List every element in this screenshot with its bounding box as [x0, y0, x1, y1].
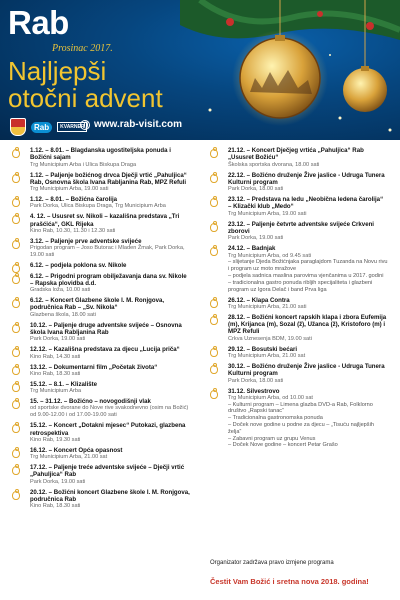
right-event-column — [210, 147, 388, 452]
event-venue: Trg Municipium Arba, 19.00 sati — [228, 210, 307, 217]
event-title: 4. 12. – Ususret sv. Nikoli – kazališna predstava „Tri prašćića“, GKL Rijeka — [30, 213, 180, 228]
event-title: 23.12. – Paljenje četvrte adventske svijeće Crkveni zborovi — [228, 220, 375, 236]
ornament-bullet-icon — [12, 275, 20, 284]
event-venue: Trg Municipium Arba i Ulica Biskupa Draga — [30, 161, 137, 168]
event-item — [12, 364, 190, 378]
event-title: 13.12. – Dokumentarni film „Početak života“ — [30, 363, 158, 371]
event-item — [12, 464, 190, 485]
event-venue: Park Dorka, 19.00 sati — [30, 478, 86, 485]
event-venue: Kino Rab, 10.30, 11.30 i 12.30 sati — [30, 228, 116, 235]
event-venue: Školska sportska dvorana, 18.00 sati — [228, 161, 320, 168]
event-item — [12, 196, 190, 210]
left-event-column — [12, 147, 190, 513]
sponsor-logos — [10, 118, 87, 136]
event-item — [12, 262, 190, 269]
event-venue: Kino Rab, 18.30 sati — [30, 503, 81, 510]
event-venue: Kino Rab, 19.30 sati — [30, 436, 81, 443]
event-title: 28.12. – Božićni koncert rapskih klapa i zbora Eufemija (m), Krijanca (m), Sozal (ž), Užanca (ž), Kristoforo (m) i MPZ Refuli — [228, 313, 387, 336]
event-item — [12, 172, 190, 193]
event-item — [12, 398, 190, 419]
event-item — [210, 196, 388, 217]
headline-line-1: Najljepši — [8, 56, 107, 86]
event-venue: Prigodan program – Joso Butorac i Mladen Žmak, Park Dorka, 19.00 sati — [30, 245, 185, 259]
event-item — [12, 297, 190, 318]
event-title: 6.12. – Prigodni program obilježavanja dana sv. Nikole – Rapska plovidba d.d. — [30, 272, 187, 287]
event-venue: Trg Municipium Arba, 21.00 sat — [228, 353, 306, 360]
event-venue: Park Dorka, 18.00 sati — [228, 186, 284, 193]
event-venue: Glazbena škola, 18.00 sati — [30, 311, 96, 318]
ornament-bullet-icon — [210, 365, 218, 374]
event-detail: – Doček nove godine u podne za djecu – „Tisuću najljepših želja“ — [228, 422, 374, 435]
event-detail: – podjela sadnica maslina parovima vjenčanima u 2017. godini — [228, 273, 384, 279]
event-detail: – Kulturni program – Limena glazba DVD-a Rab, Folklorno društvo „Rapski tanac“ — [228, 401, 373, 415]
event-venue: Park Dorka, Ulica Biskupa Draga, Trg Municipium Arba — [30, 203, 166, 210]
event-item — [12, 322, 190, 343]
event-title: 21.12. – Koncert Dječjeg vrtića „Pahuljica“ Rab „Ususret Božiću“ — [228, 147, 364, 162]
event-title: 24.12. – Badnjak — [228, 245, 276, 253]
event-title: 1.12. – 8.01. – Blagdanska ugostiteljska ponuda i Božićni sajam — [30, 147, 171, 162]
event-title: 29.12. – Bosutski bećari — [228, 345, 298, 353]
event-venue: Kino Rab, 14.30 sati — [30, 353, 81, 360]
ornament-bullet-icon — [210, 223, 218, 232]
event-item — [12, 447, 190, 461]
headline — [8, 58, 163, 112]
ornament-bullet-icon — [210, 149, 218, 158]
event-title: 1.12. – 8.01. – Božićna čarolija — [30, 196, 118, 204]
ornament-bullet-icon — [12, 149, 20, 158]
ornament-bullet-icon — [12, 240, 20, 249]
ornament-bullet-icon — [12, 466, 20, 475]
event-item — [12, 273, 190, 294]
ornament-bullet-icon — [210, 390, 218, 399]
event-item — [12, 213, 190, 234]
event-venue: Park Dorka, 19.00 sati — [30, 336, 86, 343]
event-venue: Trg Municipium Arba, 19.00 sati — [30, 186, 109, 193]
event-item — [210, 314, 388, 343]
event-item — [12, 489, 190, 510]
event-detail: – tradicionalna gastro ponuda ribljih specijaliteta i glazbeni program uz Igora Delač i band Prva liga — [228, 279, 373, 293]
globe-icon — [80, 120, 90, 130]
event-item — [210, 245, 388, 293]
ornament-bullet-icon — [210, 316, 218, 325]
ornament-bullet-icon — [12, 324, 20, 333]
event-venue: Park Dorka, 18.00 sati — [228, 377, 284, 384]
event-venue: Trg Municipium Arba, od 10.00 sat — [228, 394, 313, 401]
ornament-bullet-icon — [210, 348, 218, 357]
event-venue: Trg Municipium Arba, 21.00 sati — [228, 303, 307, 310]
event-item — [210, 221, 388, 242]
event-title: 12.12. – Kazališna predstava za djecu „Lucija priča“ — [30, 346, 180, 354]
ornament-bullet-icon — [210, 174, 218, 183]
event-title: 20.12. – Božićni koncert Glazbene škole I. M. Ronjgova, područnica Rab — [30, 488, 190, 503]
event-venue: Gradska loža, 10.00 sati — [30, 287, 91, 294]
event-venue: Trg Municipium Arba, od 9.45 sati — [228, 252, 312, 259]
event-title: 17.12. – Paljenje treće adventske svijeće – Dječji vrtić „Pahuljica“ Rab — [30, 464, 185, 479]
event-item — [12, 238, 190, 259]
kvarner-logo: KVARNER — [57, 122, 87, 132]
event-item — [210, 172, 388, 193]
event-title: 30.12. – Božićno druženje Žive jaslice - Udruga Tunera Kulturni program — [228, 363, 385, 378]
event-item — [210, 346, 388, 360]
event-detail: – Tradicionalna gastronomska ponuda — [228, 415, 323, 422]
page-title: Rab — [8, 4, 69, 41]
event-detail: – Doček Nove godine – koncert Petar Grašo — [228, 442, 338, 449]
event-item — [210, 388, 388, 450]
website-link[interactable] — [80, 119, 182, 130]
event-venue: Trg Municipium Arba — [30, 388, 82, 395]
event-title: 15. – 31.12. – Božićno – novogodišnji vlak — [30, 398, 151, 406]
event-venue: Trg Municipium Arba, 21.00 sat — [30, 454, 108, 461]
event-venue: od sportske dvorane do Nove rive svakodnevno (osim na Božić) od 9.00-12.00 i od 17.00-19.00 sati — [30, 405, 189, 419]
event-item — [12, 346, 190, 360]
ornament-bullet-icon — [12, 383, 20, 392]
event-title: 15.12. – 8.1. – Klizalište — [30, 380, 98, 388]
ornament-bullet-icon — [12, 198, 20, 207]
event-item — [210, 147, 388, 168]
event-title: 15.12. – Koncert „Dotakni mjesec“ Putokazi, glazbena retrospektiva — [30, 422, 186, 437]
event-item — [210, 297, 388, 311]
event-venue: Kino Rab, 18.30 sati — [30, 370, 81, 377]
ornament-bullet-icon — [12, 366, 20, 375]
event-detail: – Zabavni program uz grupu Venus — [228, 435, 316, 442]
header-subtitle: Prosinac 2017. — [52, 43, 113, 54]
ornament-bullet-icon — [12, 299, 20, 308]
event-title: 3.12. – Paljenje prve adventske svijeće — [30, 238, 142, 246]
ornament-bullet-icon — [12, 491, 20, 500]
ornament-bullet-icon — [12, 174, 20, 183]
rab-logo: Rab — [31, 122, 52, 133]
event-title: 1.12. – Paljenje božićnog drvca Dječji vrtić „Pahuljica“ Rab, Osnovna škola Ivana Rabljanina Rab, MPZ Refuli — [30, 171, 187, 186]
ornament-bullet-icon — [12, 400, 20, 409]
event-title: 23.12. – Predstava na ledu „Neobična ledena čarolija“ – Klizački klub „Medo“ — [228, 196, 384, 211]
ornament-bullet-icon — [210, 198, 218, 207]
event-title: 26.12. – Klapa Contra — [228, 296, 290, 304]
ornament-bullet-icon — [210, 247, 218, 256]
event-venue: Crkva Uznesenja BDM, 19.00 sati — [228, 335, 312, 342]
event-title: 16.12. – Koncert Opća opasnost — [30, 446, 123, 454]
event-title: 6.12. – podjela poklona sv. Nikole — [30, 262, 127, 270]
event-item — [12, 422, 190, 443]
ornament-bullet-icon — [12, 215, 20, 224]
event-title: 10.12. – Paljenje druge adventske svijeće – Osnovna škola Ivana Rabljanina Rab — [30, 321, 182, 337]
event-title: 6.12. – Koncert Glazbene škole I. M. Ronjgova, područnica Rab – „Sv. Nikola“ — [30, 297, 165, 312]
ornament-bullet-icon — [12, 449, 20, 458]
event-title: 22.12. – Božićno druženje Žive jaslice - Udruga Tunera Kulturni program — [228, 171, 385, 186]
ornament-bullet-icon — [210, 299, 218, 308]
coat-of-arms-icon — [10, 118, 26, 136]
headline-line-2: otočni advent — [8, 83, 163, 113]
holiday-wish: Čestit Vam Božić i sretna nova 2018. godina! — [210, 577, 369, 586]
ornament-bullet-icon — [12, 348, 20, 357]
event-detail: – slijetanje Djeda Božićnjaka paraglajdom Tuzanda na Novu rivu i program uz moto mražove — [228, 259, 388, 273]
event-item — [12, 147, 190, 168]
website-url: www.rab-visit.com — [94, 119, 182, 130]
event-venue: Park Dorka, 19.00 sati — [228, 235, 284, 242]
ornament-bullet-icon — [12, 424, 20, 433]
event-title: 31.12. Silvestrovo — [228, 387, 280, 395]
organizer-note: Organizator zadržava pravo izmjene programa — [210, 560, 334, 566]
header-banner — [0, 0, 400, 140]
christmas-ornaments-icon — [180, 0, 400, 140]
event-item — [12, 381, 190, 395]
event-item — [210, 363, 388, 384]
